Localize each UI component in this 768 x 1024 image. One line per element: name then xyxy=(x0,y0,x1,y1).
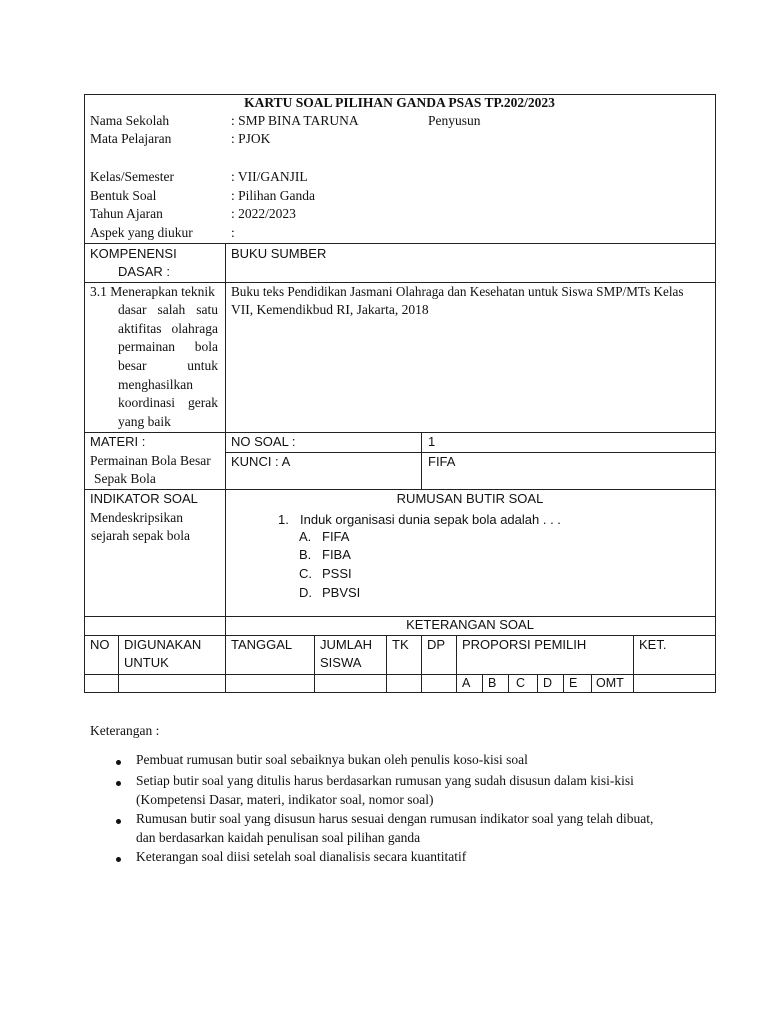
col-digunakan-line2: UNTUK xyxy=(124,655,169,670)
note-item: Setiap butir soal yang ditulis harus berdasarkan rumusan yang sudah disusun dalam kisi-kisi xyxy=(136,773,634,788)
indikator-value-line2: sejarah sepak bola xyxy=(91,528,190,543)
question-number: 1. xyxy=(278,512,289,527)
proporsi-option: A xyxy=(462,676,471,690)
field-label-tahun-ajaran: Tahun Ajaran xyxy=(90,206,163,221)
keterangan-soal-label: KETERANGAN SOAL xyxy=(406,617,534,632)
note-item-line2: dan berdasarkan kaidah penulisan soal pilihan ganda xyxy=(136,830,421,845)
note-item-line2: (Kompetensi Dasar, materi, indikator soal, nomor soal) xyxy=(136,792,434,807)
bullet-icon xyxy=(116,857,121,862)
rumusan-label: RUMUSAN BUTIR SOAL xyxy=(396,491,544,506)
kompetensi-label-line2: DASAR : xyxy=(118,264,171,279)
col-dp: DP xyxy=(427,637,446,652)
proporsi-option: E xyxy=(569,676,578,690)
bullet-icon xyxy=(116,781,121,786)
notes-heading: Keterangan : xyxy=(90,723,160,738)
col-no: NO xyxy=(90,637,110,652)
kd-line: dasar salah satu xyxy=(118,302,218,317)
kunci-value: FIFA xyxy=(428,454,456,469)
field-value-kelas-semester: : VII/GANJIL xyxy=(231,169,308,184)
field-label-kelas-semester: Kelas/Semester xyxy=(90,169,174,184)
field-label-mata-pelajaran: Mata Pelajaran xyxy=(90,131,172,146)
option-text: FIFA xyxy=(322,529,350,544)
kd-line: besar untuk xyxy=(118,358,218,373)
materi-label: MATERI : xyxy=(90,434,146,449)
option-letter: D. xyxy=(299,585,312,600)
question-text: Induk organisasi dunia sepak bola adalah . . . xyxy=(300,512,561,527)
proporsi-option: C xyxy=(516,676,526,690)
field-value-aspek: : xyxy=(231,225,235,240)
field-label-bentuk-soal: Bentuk Soal xyxy=(90,188,157,203)
buku-sumber-text: Buku teks Pendidikan Jasmani Olahraga dan Kesehatan untuk Siswa SMP/MTs Kelas xyxy=(231,284,684,299)
field-value-bentuk-soal: : Pilihan Ganda xyxy=(231,188,315,203)
col-proporsi: PROPORSI PEMILIH xyxy=(462,637,587,652)
option-text: FIBA xyxy=(322,547,351,562)
kunci-label: KUNCI : A xyxy=(231,454,291,469)
kd-line: aktifitas olahraga xyxy=(118,321,218,336)
proporsi-option: B xyxy=(488,676,497,690)
option-letter: B. xyxy=(299,547,312,562)
option-text: PSSI xyxy=(322,566,352,581)
indikator-value: Mendeskripsikan xyxy=(90,510,183,525)
no-soal-label: NO SOAL : xyxy=(231,434,296,449)
kd-line: permainan bola xyxy=(118,339,218,354)
option-letter: A. xyxy=(299,529,312,544)
col-ket: KET. xyxy=(639,637,667,652)
kd-line: menghasilkan xyxy=(118,377,193,392)
field-value-tahun-ajaran: : 2022/2023 xyxy=(231,206,296,221)
field-value-nama-sekolah: : SMP BINA TARUNA xyxy=(231,113,359,128)
field-value-mata-pelajaran: : PJOK xyxy=(231,131,271,146)
penyusun-label: Penyusun xyxy=(428,113,481,128)
bullet-icon xyxy=(116,819,121,824)
kompetensi-label: KOMPENENSI xyxy=(90,246,177,261)
buku-sumber-text-line2: VII, Kemendikbud RI, Jakarta, 2018 xyxy=(231,302,429,317)
card-title: KARTU SOAL PILIHAN GANDA PSAS TP.202/2023 xyxy=(244,95,555,110)
field-label-aspek: Aspek yang diukur xyxy=(90,225,193,240)
kd-line: yang baik xyxy=(118,414,171,429)
kd-line: koordinasi gerak xyxy=(118,395,218,410)
proporsi-option: OMT xyxy=(596,676,624,690)
note-item: Keterangan soal diisi setelah soal dianalisis secara kuantitatif xyxy=(136,849,467,864)
option-letter: C. xyxy=(299,566,312,581)
materi-value-line2: Sepak Bola xyxy=(94,471,156,486)
option-text: PBVSI xyxy=(322,585,361,600)
bullet-icon xyxy=(116,760,121,765)
indikator-label: INDIKATOR SOAL xyxy=(90,491,198,506)
materi-value: Permainan Bola Besar xyxy=(90,453,211,468)
note-item: Rumusan butir soal yang disusun harus sesuai dengan rumusan indikator soal yang telah dibuat, xyxy=(136,811,654,826)
kd-line: 3.1 Menerapkan teknik xyxy=(90,284,215,299)
col-tk: TK xyxy=(392,637,409,652)
buku-sumber-label: BUKU SUMBER xyxy=(231,246,327,261)
no-soal-value: 1 xyxy=(428,434,436,449)
col-tanggal: TANGGAL xyxy=(231,637,293,652)
col-jumlah: JUMLAH xyxy=(320,637,373,652)
col-jumlah-line2: SISWA xyxy=(320,655,362,670)
col-digunakan: DIGUNAKAN xyxy=(124,637,202,652)
field-label-nama-sekolah: Nama Sekolah xyxy=(90,113,170,128)
note-item: Pembuat rumusan butir soal sebaiknya bukan oleh penulis koso-kisi soal xyxy=(136,752,528,767)
proporsi-option: D xyxy=(543,676,553,690)
